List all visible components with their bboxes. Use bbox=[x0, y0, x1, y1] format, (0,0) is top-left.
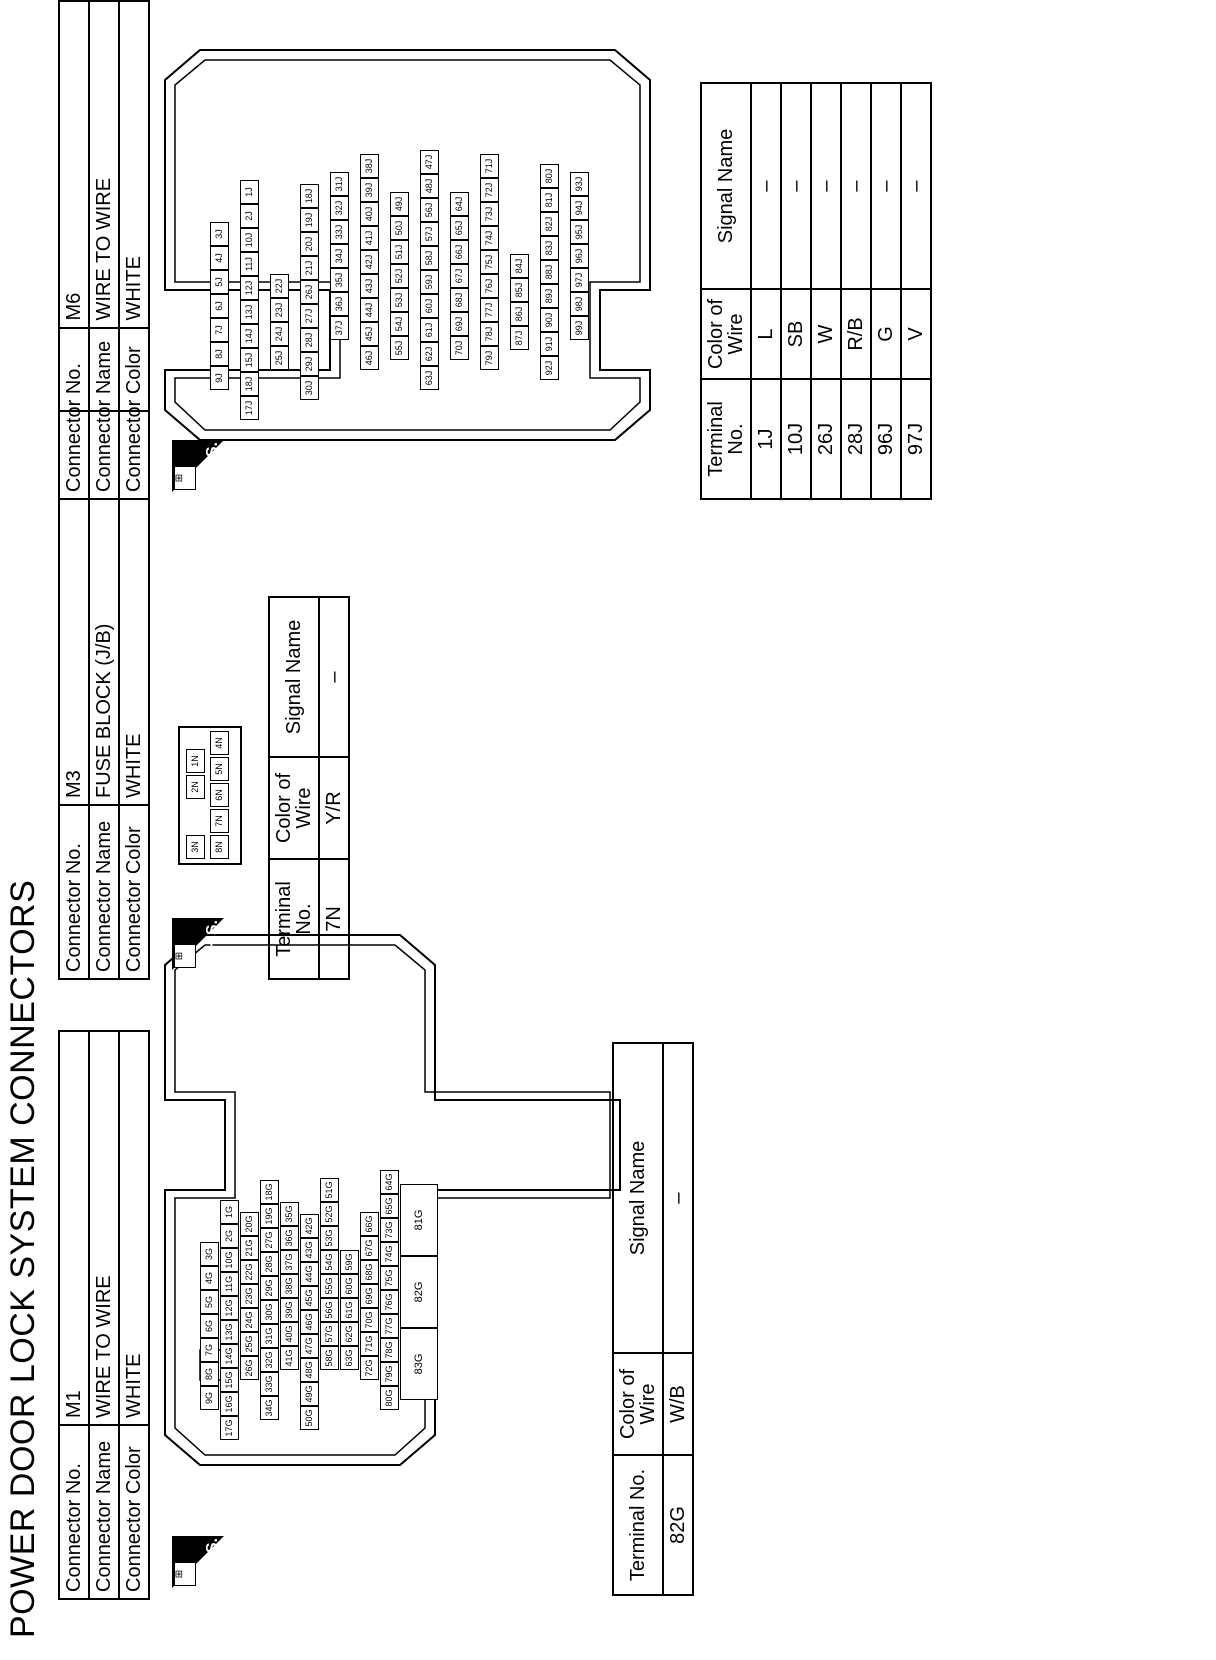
pin-cavity: 10J bbox=[240, 228, 259, 252]
pin-cavity: 75J bbox=[480, 250, 499, 274]
pin-cavity: 79G bbox=[380, 1362, 399, 1386]
table-row bbox=[751, 83, 781, 499]
pin-cavity: 1G bbox=[220, 1200, 239, 1224]
pin-cavity: 33G bbox=[260, 1372, 279, 1396]
pin-cavity: 98J bbox=[570, 292, 589, 316]
pin-cavity: 15G bbox=[220, 1368, 239, 1392]
connector-name-value: WIRE TO WIRE bbox=[89, 1031, 119, 1425]
pin-cavity: 25J bbox=[270, 346, 289, 370]
pin-cavity: 56J bbox=[420, 198, 439, 222]
pin-cavity: 18J bbox=[300, 184, 319, 208]
pin-cavity: 76G bbox=[380, 1290, 399, 1314]
pin-cavity: 78J bbox=[480, 322, 499, 346]
pin-cavity: 16G bbox=[220, 1392, 239, 1416]
pin-cavity: 48J bbox=[420, 174, 439, 198]
pin-cavity: 1J bbox=[240, 180, 259, 204]
connector-color-value: WHITE bbox=[119, 1031, 149, 1425]
pin-cavity: 7N bbox=[210, 809, 229, 833]
pin-cavity: 58G bbox=[320, 1346, 339, 1370]
pin-cavity: 17J bbox=[240, 396, 259, 420]
pin-cavity: 75G bbox=[380, 1266, 399, 1290]
pin-cavity: 35G bbox=[280, 1202, 299, 1226]
pin-cavity: 6N bbox=[210, 783, 229, 807]
pin-cavity: 33J bbox=[330, 220, 349, 244]
pin-cavity: 84J bbox=[510, 254, 529, 278]
pin-cavity: 38J bbox=[360, 154, 379, 178]
connector-color-label: Connector Color bbox=[119, 328, 149, 499]
wire-color-cell: R/B bbox=[841, 289, 871, 379]
pin-cavity: 34J bbox=[330, 244, 349, 268]
pin-cavity: 42J bbox=[360, 250, 379, 274]
signal-name-header: Signal Name bbox=[613, 1043, 663, 1353]
pin-cavity: 79J bbox=[480, 346, 499, 370]
pin-cavity: 47G bbox=[300, 1334, 319, 1358]
pin-cavity: 87J bbox=[510, 326, 529, 350]
pin-cavity: 6G bbox=[200, 1314, 219, 1338]
pin-cavity: 45G bbox=[300, 1286, 319, 1310]
pin-cavity: 20J bbox=[300, 232, 319, 256]
pin-cavity: 41G bbox=[280, 1346, 299, 1370]
color-of-wire-header: Color of Wire bbox=[701, 289, 751, 379]
pin-cavity: 52G bbox=[320, 1202, 339, 1226]
terminal-cell: 82G bbox=[663, 1455, 693, 1595]
pin-cavity: 2G bbox=[220, 1224, 239, 1248]
pin-cavity: 37G bbox=[280, 1250, 299, 1274]
pin-cavity: 37J bbox=[330, 316, 349, 340]
connector-no-label: Connector No. bbox=[59, 1425, 89, 1599]
pin-cavity: 62J bbox=[420, 342, 439, 366]
pin-cavity: 62G bbox=[340, 1322, 359, 1346]
pin-cavity: 4N bbox=[210, 731, 229, 755]
pin-cavity: 90J bbox=[540, 308, 559, 332]
pin-cavity: 59G bbox=[340, 1250, 359, 1274]
table-row bbox=[841, 83, 871, 499]
pin-cavity: 57G bbox=[320, 1322, 339, 1346]
pin-cavity: 21J bbox=[300, 256, 319, 280]
pin-cavity: 40J bbox=[360, 202, 379, 226]
pin-cavity: 3G bbox=[200, 1242, 219, 1266]
pin-cavity: 66J bbox=[450, 240, 469, 264]
pin-cavity: 88J bbox=[540, 260, 559, 284]
pin-cavity: 82J bbox=[540, 212, 559, 236]
pin-cavity: 32J bbox=[330, 196, 349, 220]
signal-cell: – bbox=[663, 1043, 693, 1353]
pin-cavity: 61G bbox=[340, 1298, 359, 1322]
terminal-cell: 28J bbox=[841, 379, 871, 499]
pin-cavity: 44G bbox=[300, 1262, 319, 1286]
pin-cavity: 49J bbox=[390, 192, 409, 216]
hs-label: H.S. bbox=[204, 920, 221, 952]
connector-color-label: Connector Color bbox=[119, 1425, 149, 1599]
signal-cell: – bbox=[871, 83, 901, 289]
wire-color-cell: L bbox=[751, 289, 781, 379]
connector-icon: ⊞ bbox=[174, 466, 196, 490]
pin-cavity: 80J bbox=[540, 164, 559, 188]
pin-cavity: 11G bbox=[220, 1272, 239, 1296]
pin-cavity: 94J bbox=[570, 196, 589, 220]
pin-cavity: 8N bbox=[210, 835, 229, 859]
signal-cell: – bbox=[901, 83, 931, 289]
wire-color-cell: G bbox=[871, 289, 901, 379]
pin-cavity: 70G bbox=[360, 1308, 379, 1332]
connector-m6-terminal-table bbox=[700, 82, 932, 500]
pin-cavity: 97J bbox=[570, 268, 589, 292]
pin-cavity: 55J bbox=[390, 336, 409, 360]
pin-cavity: 74J bbox=[480, 226, 499, 250]
pin-cavity: 69G bbox=[360, 1284, 379, 1308]
pin-cavity: 85J bbox=[510, 278, 529, 302]
pin-cavity: 47J bbox=[420, 150, 439, 174]
pin-cavity: 31J bbox=[330, 172, 349, 196]
pin-cavity: 23J bbox=[270, 298, 289, 322]
pin-cavity: 81G bbox=[400, 1184, 438, 1256]
pin-cavity: 66G bbox=[360, 1212, 379, 1236]
table-row bbox=[811, 83, 841, 499]
pin-cavity: 27G bbox=[260, 1228, 279, 1252]
pin-cavity: 19J bbox=[300, 208, 319, 232]
pin-cavity: 22J bbox=[270, 274, 289, 298]
pin-cavity: 53J bbox=[390, 288, 409, 312]
pin-cavity: 68J bbox=[450, 288, 469, 312]
pin-cavity: 43G bbox=[300, 1238, 319, 1262]
terminal-cell: 10J bbox=[781, 379, 811, 499]
pin-cavity: 14J bbox=[240, 324, 259, 348]
pin-cavity: 18G bbox=[260, 1180, 279, 1204]
connector-icon: ⊞ bbox=[174, 1562, 196, 1586]
pin-cavity: 49G bbox=[300, 1382, 319, 1406]
pin-cavity: 71G bbox=[360, 1332, 379, 1356]
wire-color-cell: V bbox=[901, 289, 931, 379]
pin-cavity: 60G bbox=[340, 1274, 359, 1298]
pin-cavity: 64J bbox=[450, 192, 469, 216]
pin-cavity: 58J bbox=[420, 246, 439, 270]
pin-cavity: 76J bbox=[480, 274, 499, 298]
terminal-cell: 97J bbox=[901, 379, 931, 499]
pin-cavity: 89J bbox=[540, 284, 559, 308]
pin-cavity: 22G bbox=[240, 1260, 259, 1284]
connector-no-label: Connector No. bbox=[59, 805, 89, 979]
pin-cavity: 72G bbox=[360, 1356, 379, 1380]
connector-name-value: FUSE BLOCK (J/B) bbox=[89, 411, 119, 805]
pin-cavity: 13J bbox=[240, 300, 259, 324]
pin-cavity: 55G bbox=[320, 1274, 339, 1298]
pin-cavity: 59J bbox=[420, 270, 439, 294]
color-of-wire-header: Color of Wire bbox=[613, 1353, 663, 1455]
pin-cavity: 11J bbox=[240, 252, 259, 276]
pin-cavity: 9J bbox=[210, 366, 229, 390]
table-row bbox=[871, 83, 901, 499]
pin-cavity: 83G bbox=[400, 1328, 438, 1400]
signal-cell: – bbox=[751, 83, 781, 289]
pin-cavity: 74G bbox=[380, 1242, 399, 1266]
terminal-no-header: Terminal No. bbox=[613, 1455, 663, 1595]
pin-cavity: 10G bbox=[220, 1248, 239, 1272]
pin-cavity: 91J bbox=[540, 332, 559, 356]
pin-cavity: 39J bbox=[360, 178, 379, 202]
wire-color-cell: W/B bbox=[663, 1353, 693, 1455]
terminal-cell: 26J bbox=[811, 379, 841, 499]
pin-cavity: 78G bbox=[380, 1338, 399, 1362]
pin-cavity: 56G bbox=[320, 1298, 339, 1322]
pin-cavity: 41J bbox=[360, 226, 379, 250]
pin-cavity: 26G bbox=[240, 1356, 259, 1380]
pin-cavity: 42G bbox=[300, 1214, 319, 1238]
pin-cavity: 29J bbox=[300, 352, 319, 376]
pin-cavity: 63J bbox=[420, 366, 439, 390]
pin-cavity: 54G bbox=[320, 1250, 339, 1274]
pin-cavity: 57J bbox=[420, 222, 439, 246]
pin-cavity: 86J bbox=[510, 302, 529, 326]
terminal-cell: 7N bbox=[319, 859, 349, 979]
pin-cavity: 93J bbox=[570, 172, 589, 196]
connector-no-value: M6 bbox=[59, 1, 89, 328]
pin-cavity: 46J bbox=[360, 346, 379, 370]
pin-cavity: 32G bbox=[260, 1348, 279, 1372]
pin-cavity: 28J bbox=[300, 328, 319, 352]
signal-cell: – bbox=[811, 83, 841, 289]
pin-cavity: 53G bbox=[320, 1226, 339, 1250]
terminal-no-header: Terminal No. bbox=[701, 379, 751, 499]
pin-cavity: 65J bbox=[450, 216, 469, 240]
pin-cavity: 5N bbox=[210, 757, 229, 781]
pin-cavity: 81J bbox=[540, 188, 559, 212]
pin-cavity: 5G bbox=[200, 1290, 219, 1314]
pin-cavity: 45J bbox=[360, 322, 379, 346]
pin-cavity: 99J bbox=[570, 316, 589, 340]
signal-name-header: Signal Name bbox=[269, 597, 319, 757]
connector-name-label: Connector Name bbox=[89, 328, 119, 499]
pin-cavity: 31G bbox=[260, 1324, 279, 1348]
pin-cavity: 29G bbox=[260, 1276, 279, 1300]
pin-cavity: 43J bbox=[360, 274, 379, 298]
wire-color-cell: W bbox=[811, 289, 841, 379]
wire-color-cell: SB bbox=[781, 289, 811, 379]
pin-cavity: 50G bbox=[300, 1406, 319, 1430]
connector-color-value: WHITE bbox=[119, 1, 149, 328]
connector-color-label: Connector Color bbox=[119, 805, 149, 979]
terminal-cell: 1J bbox=[751, 379, 781, 499]
pin-cavity: 6J bbox=[210, 294, 229, 318]
signal-cell: – bbox=[319, 597, 349, 757]
terminal-cell: 96J bbox=[871, 379, 901, 499]
pin-cavity: 12G bbox=[220, 1296, 239, 1320]
table-row bbox=[901, 83, 931, 499]
signal-name-header: Signal Name bbox=[701, 83, 751, 289]
pin-cavity: 39G bbox=[280, 1298, 299, 1322]
pin-cavity: 2N bbox=[186, 775, 205, 799]
pin-cavity: 7G bbox=[200, 1338, 219, 1362]
pin-cavity: 26J bbox=[300, 280, 319, 304]
pin-cavity: 14G bbox=[220, 1344, 239, 1368]
pin-cavity: 12J bbox=[240, 276, 259, 300]
pin-cavity: 8J bbox=[210, 342, 229, 366]
pin-cavity: 34G bbox=[260, 1396, 279, 1420]
color-of-wire-header: Color of Wire bbox=[269, 757, 319, 859]
pin-cavity: 63G bbox=[340, 1346, 359, 1370]
pin-cavity: 8G bbox=[200, 1362, 219, 1386]
pin-cavity: 20G bbox=[240, 1212, 259, 1236]
page-title: POWER DOOR LOCK SYSTEM CONNECTORS bbox=[4, 879, 42, 1638]
terminal-no-header: Terminal No. bbox=[269, 859, 319, 979]
wire-color-cell: Y/R bbox=[319, 757, 349, 859]
pin-cavity: 51J bbox=[390, 240, 409, 264]
pin-cavity: 71J bbox=[480, 154, 499, 178]
pin-cavity: 69J bbox=[450, 312, 469, 336]
pin-cavity: 68G bbox=[360, 1260, 379, 1284]
pin-cavity: 70J bbox=[450, 336, 469, 360]
connector-name-value: WIRE TO WIRE bbox=[89, 1, 119, 328]
pin-cavity: 30G bbox=[260, 1300, 279, 1324]
pin-cavity: 48G bbox=[300, 1358, 319, 1382]
pin-cavity: 67J bbox=[450, 264, 469, 288]
pin-cavity: 60J bbox=[420, 294, 439, 318]
pin-cavity: 15J bbox=[240, 348, 259, 372]
connector-name-label: Connector Name bbox=[89, 1425, 119, 1599]
pin-cavity: 65G bbox=[380, 1194, 399, 1218]
pin-cavity: 51G bbox=[320, 1178, 339, 1202]
pin-cavity: 38G bbox=[280, 1274, 299, 1298]
pin-cavity: 67G bbox=[360, 1236, 379, 1260]
pin-cavity: 83J bbox=[540, 236, 559, 260]
pin-cavity: 25G bbox=[240, 1332, 259, 1356]
pin-cavity: 9G bbox=[200, 1386, 219, 1410]
signal-cell: – bbox=[781, 83, 811, 289]
hs-label: H.S. bbox=[204, 1538, 221, 1570]
pin-cavity: 77G bbox=[380, 1314, 399, 1338]
pin-cavity: 13G bbox=[220, 1320, 239, 1344]
pin-cavity: 61J bbox=[420, 318, 439, 342]
pin-cavity: 54J bbox=[390, 312, 409, 336]
pin-cavity: 3J bbox=[210, 222, 229, 246]
pin-cavity: 50J bbox=[390, 216, 409, 240]
pin-cavity: 30J bbox=[300, 376, 319, 400]
pin-cavity: 1N bbox=[186, 749, 205, 773]
pin-cavity: 28G bbox=[260, 1252, 279, 1276]
connector-no-value: M1 bbox=[59, 1031, 89, 1425]
pin-cavity: 21G bbox=[240, 1236, 259, 1260]
pin-cavity: 73G bbox=[380, 1218, 399, 1242]
connector-no-value: M3 bbox=[59, 411, 89, 805]
connector-name-label: Connector Name bbox=[89, 805, 119, 979]
pin-cavity: 36G bbox=[280, 1226, 299, 1250]
pin-cavity: 46G bbox=[300, 1310, 319, 1334]
pin-cavity: 23G bbox=[240, 1284, 259, 1308]
pin-cavity: 4G bbox=[200, 1266, 219, 1290]
connector-icon: ⊞ bbox=[174, 944, 196, 968]
pin-cavity: 24G bbox=[240, 1308, 259, 1332]
pin-cavity: 40G bbox=[280, 1322, 299, 1346]
pin-cavity: 72J bbox=[480, 178, 499, 202]
pin-cavity: 77J bbox=[480, 298, 499, 322]
pin-cavity: 27J bbox=[300, 304, 319, 328]
signal-cell: – bbox=[841, 83, 871, 289]
pin-cavity: 18J bbox=[240, 372, 259, 396]
pin-cavity: 5J bbox=[210, 270, 229, 294]
pin-cavity: 52J bbox=[390, 264, 409, 288]
pin-cavity: 3N bbox=[186, 835, 205, 859]
pin-cavity: 7J bbox=[210, 318, 229, 342]
pin-cavity: 19G bbox=[260, 1204, 279, 1228]
pin-cavity: 96J bbox=[570, 244, 589, 268]
hs-label: H.S. bbox=[204, 442, 221, 474]
pin-cavity: 80G bbox=[380, 1386, 399, 1410]
pin-cavity: 44J bbox=[360, 298, 379, 322]
pin-cavity: 17G bbox=[220, 1416, 239, 1440]
connector-no-label: Connector No. bbox=[59, 328, 89, 499]
pin-cavity: 64G bbox=[380, 1170, 399, 1194]
pin-cavity: 36J bbox=[330, 292, 349, 316]
pin-cavity: 92J bbox=[540, 356, 559, 380]
pin-cavity: 24J bbox=[270, 322, 289, 346]
pin-cavity: 2J bbox=[240, 204, 259, 228]
pin-cavity: 4J bbox=[210, 246, 229, 270]
pin-cavity: 95J bbox=[570, 220, 589, 244]
pin-cavity: 82G bbox=[400, 1256, 438, 1328]
pin-cavity: 35J bbox=[330, 268, 349, 292]
connector-color-value: WHITE bbox=[119, 411, 149, 805]
pin-cavity: 73J bbox=[480, 202, 499, 226]
table-row bbox=[781, 83, 811, 499]
